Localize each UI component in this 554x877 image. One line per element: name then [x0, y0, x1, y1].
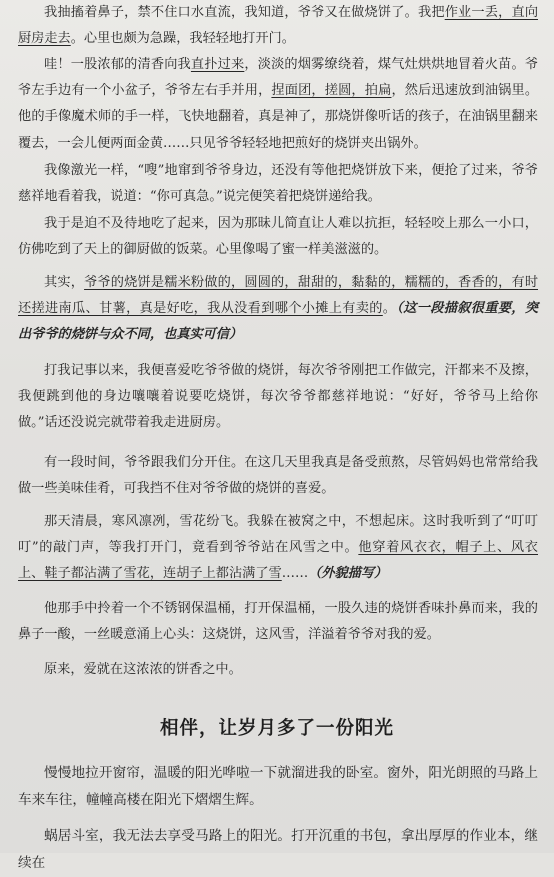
paragraph-8: 那天清晨，寒风凛冽，雪花纷飞。我躲在被窝之中，不想起床。这时我听到了“叮叮叮”的敲门声，等我打开门，竟看到爷爷站在风雪之中。他穿着风衣衣，帽子上、风衣上、鞋子都沾满了雪花，连胡子上都沾满了雪……（外貌描写） — [18, 514, 538, 582]
essay-title: 相伴，让岁月多了一份阳光 — [159, 718, 394, 739]
paragraph-2: 哇！一股浓郁的清香向我直扑过来，淡淡的烟雾缭绕着，煤气灶烘烘地冒着火苗。爷爷左手边有一个小盆子，爷爷左右手并用，捏面团，搓圆，拍扁，然后迅速放到油锅里。他的手像魔术师的手一样，飞快地翻着，真是神了，那烧饼像听话的孩子，在油锅里翻来覆去，一会儿便两面金黄……只见爷爷轻轻地把煎好的烧饼夹出锅外。 — [18, 57, 539, 151]
paragraph-10: 原来，爱就在这浓浓的饼香之中。 — [44, 662, 242, 677]
paragraph-5: 其实，爷爷的烧饼是糯米粉做的，圆圆的，甜甜的，黏黏的，糯糯的，香香的，有时还搓进南瓜、甘薯，真是好吃，我从没看到哪个小摊上有卖的。（这一段描叙很重要，突出爷爷的烧饼与众不同，也真实可信） — [18, 275, 539, 343]
paragraph-6: 打我记事以来，我便喜爱吃爷爷做的烧饼，每次爷爷刚把工作做完，汗都来不及擦，我便跳到他的身边嚷嚷着说要吃烧饼，每次爷爷都慈祥地说：“好好，爷爷马上给你做。”话还没说完就带着我走进厨房。 — [18, 363, 538, 431]
paragraph-12: 蜗居斗室，我无法去享受马路上的阳光。打开沉重的书包，拿出厚厚的作业本，继续在 — [18, 828, 538, 871]
underlined-phrase: 直扑过来 — [190, 57, 245, 72]
paragraph-7: 有一段时间，爷爷跟我们分开住。在这几天里我真是备受煎熬，尽管妈妈也常常给我做一些美味佳肴，可我挡不住对爷爷做的烧饼的喜爱。 — [18, 455, 538, 497]
annotation-note: （这一段描叙很重要，突出爷爷的烧饼与众不同，也真实可信） — [18, 301, 539, 343]
underlined-phrase: 作业一丢，直向厨房走去 — [18, 5, 539, 47]
paragraph-3: 我像激光一样，“嗖”地窜到爷爷身边，还没有等他把烧饼放下来，便抢了过来，爷爷慈祥地看着我，说道：“你可真急。”说完便笑着把烧饼递给我。 — [18, 163, 538, 205]
paragraph-1: 我抽搐着鼻子，禁不住口水直流，我知道，爷爷又在做烧饼了。我把作业一丢，直向厨房走去。心里也颇为急躁，我轻轻地打开门。 — [18, 5, 539, 47]
paragraph-11: 慢慢地拉开窗帘，温暖的阳光哗啦一下就溜进我的卧室。窗外，阳光朗照的马路上车来车往，幢幢高楼在阳光下熠熠生辉。 — [18, 765, 538, 808]
underlined-phrase: 爷爷的烧饼是糯米粉做的，圆圆的，甜甜的，黏黏的，糯糯的，香香的，有时还搓进南瓜、甘薯，真是好吃，我从没看到哪个小摊上有卖的 — [18, 275, 539, 317]
annotation-note: （外貌描写） — [308, 566, 388, 582]
underlined-phrase: 他穿着风衣衣，帽子上、风衣上、鞋子都沾满了雪花，连胡子上都沾满了雪 — [18, 540, 538, 582]
underlined-phrase: 捏面团，搓圆，拍扁 — [271, 83, 392, 99]
paragraph-9: 他那手中拎着一个不锈钢保温桶，打开保温桶，一股久违的烧饼香味扑鼻而来，我的鼻子一酸，一丝暖意涌上心头：这烧饼，这风雪，洋溢着爷爷对我的爱。 — [18, 601, 538, 643]
paragraph-4: 我于是迫不及待地吃了起来，因为那昧儿简直让人难以抗拒，轻轻咬上那么一小口，仿佛吃到了天上的御厨做的饭菜。心里像喝了蜜一样美滋滋的。 — [18, 216, 538, 258]
